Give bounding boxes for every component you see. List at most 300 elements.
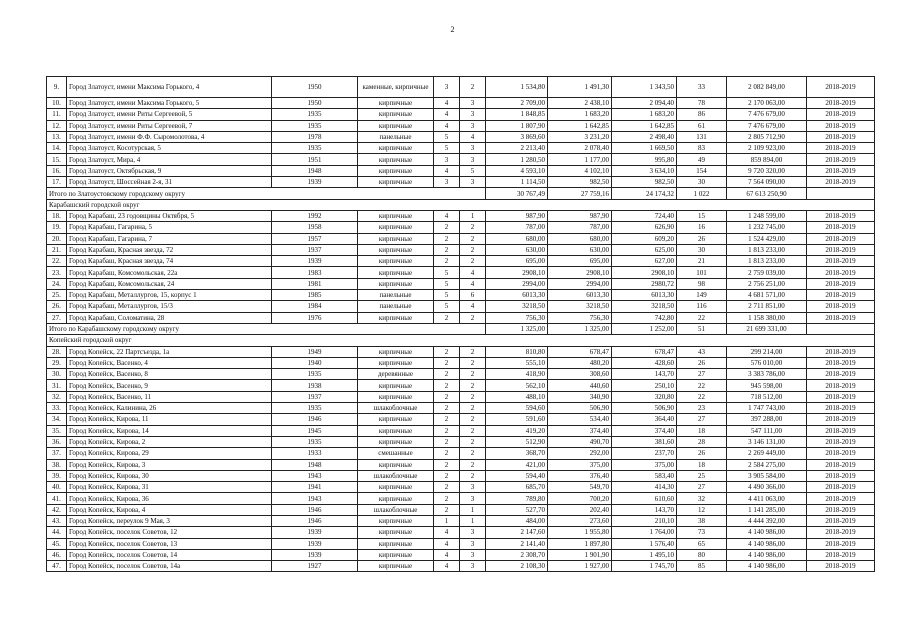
cost-cell: 2 759 039,00 bbox=[727, 267, 807, 278]
row-number: 23. bbox=[47, 267, 67, 278]
wall-material-cell: кирпичные bbox=[358, 561, 434, 572]
year-cell: 1948 bbox=[272, 459, 358, 470]
year-cell: 1935 bbox=[272, 436, 358, 447]
cost-cell: 945 598,00 bbox=[727, 380, 807, 391]
period-cell: 2018-2019 bbox=[807, 470, 875, 481]
row-number: 42. bbox=[47, 504, 67, 515]
cost-cell: 1 232 745,00 bbox=[727, 222, 807, 233]
floors-cell: 2 bbox=[434, 380, 460, 391]
premises-area-cell: 787,00 bbox=[548, 222, 612, 233]
cost-cell: 397 288,00 bbox=[727, 414, 807, 425]
wall-material-cell: кирпичные bbox=[358, 233, 434, 244]
premises-area-cell: 2 438,10 bbox=[548, 98, 612, 109]
residents-cell: 26 bbox=[677, 233, 727, 244]
address-cell: Город Копейск, Кирова, 14 bbox=[67, 425, 272, 436]
premises-area-cell: 6013,30 bbox=[548, 290, 612, 301]
premises-area-cell: 534,40 bbox=[548, 414, 612, 425]
address-cell: Город Златоуст, имени Максима Горького, 5 bbox=[67, 98, 272, 109]
wall-material-cell: кирпичные bbox=[358, 120, 434, 131]
residents-cell: 15 bbox=[677, 210, 727, 221]
table-row bbox=[47, 561, 875, 572]
residential-area-cell: 583,40 bbox=[612, 470, 677, 481]
period-cell: 2018-2019 bbox=[807, 290, 875, 301]
floors-cell: 2 bbox=[434, 448, 460, 459]
row-number: 32. bbox=[47, 391, 67, 402]
premises-area-cell: 374,40 bbox=[548, 425, 612, 436]
residential-area-cell: 320,80 bbox=[612, 391, 677, 402]
premises-area-cell: 340,90 bbox=[548, 391, 612, 402]
wall-material-cell: кирпичные bbox=[358, 267, 434, 278]
period-cell: 2018-2019 bbox=[807, 77, 875, 98]
residents-cell: 33 bbox=[677, 77, 727, 98]
wall-material-cell: кирпичные bbox=[358, 391, 434, 402]
total-area-cell: 2 141,40 bbox=[486, 538, 548, 549]
wall-material-cell: панельные bbox=[358, 131, 434, 142]
wall-material-cell: смешанные bbox=[358, 448, 434, 459]
floors-cell: 2 bbox=[434, 312, 460, 323]
wall-material-cell: шлакоблочные bbox=[358, 403, 434, 414]
premises-area-cell: 695,00 bbox=[548, 256, 612, 267]
address-cell: Город Копейск, Кирова, 30 bbox=[67, 470, 272, 481]
period-cell: 2018-2019 bbox=[807, 244, 875, 255]
address-cell: Город Копейск, Васенко, 4 bbox=[67, 357, 272, 368]
floors-cell: 2 bbox=[434, 256, 460, 267]
cost-cell: 2 805 712,90 bbox=[727, 131, 807, 142]
entrances-cell: 3 bbox=[460, 120, 486, 131]
residential-area-cell: 610,60 bbox=[612, 493, 677, 504]
cost-cell: 7 564 090,00 bbox=[727, 177, 807, 188]
table-row bbox=[47, 165, 875, 176]
residents-cell: 98 bbox=[677, 278, 727, 289]
wall-material-cell: панельные bbox=[358, 290, 434, 301]
floors-cell: 5 bbox=[434, 131, 460, 142]
address-cell: Город Карабаш, Комсомольская, 24 bbox=[67, 278, 272, 289]
year-cell: 1943 bbox=[272, 470, 358, 481]
floors-cell: 2 bbox=[434, 470, 460, 481]
table-row bbox=[47, 493, 875, 504]
residential-area-cell: 3 634,10 bbox=[612, 165, 677, 176]
cost-cell: 2 109 923,00 bbox=[727, 143, 807, 154]
residents-cell: 18 bbox=[677, 459, 727, 470]
row-number: 12. bbox=[47, 120, 67, 131]
floors-cell: 4 bbox=[434, 120, 460, 131]
row-number: 40. bbox=[47, 482, 67, 493]
year-cell: 1939 bbox=[272, 549, 358, 560]
premises-area-cell: 273,60 bbox=[548, 515, 612, 526]
row-number: 38. bbox=[47, 459, 67, 470]
floors-cell: 5 bbox=[434, 290, 460, 301]
cost-cell: 576 010,00 bbox=[727, 357, 807, 368]
total-area-cell: 4 593,10 bbox=[486, 165, 548, 176]
row-number: 25. bbox=[47, 290, 67, 301]
residential-area-cell: 237,70 bbox=[612, 448, 677, 459]
total-area-cell: 594,60 bbox=[486, 403, 548, 414]
table-row bbox=[47, 414, 875, 425]
residents-cell: 73 bbox=[677, 527, 727, 538]
period-cell: 2018-2019 bbox=[807, 278, 875, 289]
address-cell: Город Копейск, поселок Советов, 13 bbox=[67, 538, 272, 549]
table-row bbox=[47, 301, 875, 312]
residential-area-cell: 1 495,10 bbox=[612, 549, 677, 560]
total-area-cell: 555,10 bbox=[486, 357, 548, 368]
table-row bbox=[47, 515, 875, 526]
address-cell: Город Карабаш, Комсомольская, 22а bbox=[67, 267, 272, 278]
residential-area-cell: 143,70 bbox=[612, 369, 677, 380]
district-header-row bbox=[47, 335, 875, 346]
premises-area-cell: 678,47 bbox=[548, 346, 612, 357]
floors-cell: 2 bbox=[434, 222, 460, 233]
cost-cell: 2 711 851,00 bbox=[727, 301, 807, 312]
entrances-cell: 2 bbox=[460, 369, 486, 380]
wall-material-cell: кирпичные bbox=[358, 165, 434, 176]
cost-cell: 2 756 251,00 bbox=[727, 278, 807, 289]
residents-cell: 30 bbox=[677, 244, 727, 255]
table-row bbox=[47, 482, 875, 493]
total-area-cell: 756,30 bbox=[486, 312, 548, 323]
premises-area-cell: 308,60 bbox=[548, 369, 612, 380]
table-row bbox=[47, 109, 875, 120]
year-cell: 1985 bbox=[272, 290, 358, 301]
table-row bbox=[47, 256, 875, 267]
total-area-cell: 1 325,00 bbox=[486, 323, 548, 334]
cost-cell: 1 158 380,00 bbox=[727, 312, 807, 323]
entrances-cell: 4 bbox=[460, 278, 486, 289]
row-number: 33. bbox=[47, 403, 67, 414]
wall-material-cell: кирпичные bbox=[358, 256, 434, 267]
period-cell: 2018-2019 bbox=[807, 482, 875, 493]
total-area-cell: 562,10 bbox=[486, 380, 548, 391]
year-cell: 1957 bbox=[272, 233, 358, 244]
total-label: Итого по Златоустовскому городскому округу bbox=[47, 188, 486, 199]
residents-cell: 30 bbox=[677, 177, 727, 188]
floors-cell: 2 bbox=[434, 436, 460, 447]
table-row bbox=[47, 369, 875, 380]
district-header-row bbox=[47, 199, 875, 210]
total-area-cell: 6013,30 bbox=[486, 290, 548, 301]
address-cell: Город Златоуст, имени Риты Сергеевой, 5 bbox=[67, 109, 272, 120]
residents-cell: 154 bbox=[677, 165, 727, 176]
premises-area-cell: 3218,50 bbox=[548, 301, 612, 312]
premises-area-cell: 2908,10 bbox=[548, 267, 612, 278]
wall-material-cell: кирпичные bbox=[358, 357, 434, 368]
period-cell: 2018-2019 bbox=[807, 233, 875, 244]
total-area-cell: 527,70 bbox=[486, 504, 548, 515]
address-cell: Город Копейск, Васенко, 11 bbox=[67, 391, 272, 402]
address-cell: Город Златоуст, имени Ф.Ф. Сыромолотова, 4 bbox=[67, 131, 272, 142]
entrances-cell: 3 bbox=[460, 98, 486, 109]
row-number: 34. bbox=[47, 414, 67, 425]
floors-cell: 5 bbox=[434, 278, 460, 289]
residents-cell: 18 bbox=[677, 425, 727, 436]
entrances-cell: 2 bbox=[460, 414, 486, 425]
entrances-cell: 2 bbox=[460, 312, 486, 323]
wall-material-cell: кирпичные bbox=[358, 493, 434, 504]
residents-cell: 101 bbox=[677, 267, 727, 278]
entrances-cell: 5 bbox=[460, 165, 486, 176]
entrances-cell: 2 bbox=[460, 244, 486, 255]
entrances-cell: 3 bbox=[460, 482, 486, 493]
address-cell: Город Карабаш, Металлургов, 15/3 bbox=[67, 301, 272, 312]
wall-material-cell: кирпичные bbox=[358, 425, 434, 436]
residential-area-cell: 428,60 bbox=[612, 357, 677, 368]
floors-cell: 4 bbox=[434, 165, 460, 176]
year-cell: 1937 bbox=[272, 244, 358, 255]
floors-cell: 2 bbox=[434, 493, 460, 504]
total-area-cell: 2 709,00 bbox=[486, 98, 548, 109]
entrances-cell: 2 bbox=[460, 357, 486, 368]
wall-material-cell: кирпичные bbox=[358, 278, 434, 289]
wall-material-cell: кирпичные bbox=[358, 222, 434, 233]
row-number: 18. bbox=[47, 210, 67, 221]
residents-cell: 12 bbox=[677, 504, 727, 515]
residents-cell: 27 bbox=[677, 369, 727, 380]
residents-cell: 16 bbox=[677, 222, 727, 233]
residential-area-cell: 250,10 bbox=[612, 380, 677, 391]
table-row bbox=[47, 290, 875, 301]
table-row bbox=[47, 504, 875, 515]
period-cell: 2018-2019 bbox=[807, 436, 875, 447]
row-number: 27. bbox=[47, 312, 67, 323]
entrances-cell: 2 bbox=[460, 77, 486, 98]
address-cell: Город Копейск, Кирова, 29 bbox=[67, 448, 272, 459]
residents-cell: 116 bbox=[677, 301, 727, 312]
total-area-cell: 512,90 bbox=[486, 436, 548, 447]
row-number: 14. bbox=[47, 143, 67, 154]
address-cell: Город Копейск, поселок Советов, 14а bbox=[67, 561, 272, 572]
total-area-cell: 1 848,85 bbox=[486, 109, 548, 120]
total-area-cell: 695,00 bbox=[486, 256, 548, 267]
entrances-cell: 2 bbox=[460, 222, 486, 233]
cost-cell: 2 269 449,00 bbox=[727, 448, 807, 459]
wall-material-cell: кирпичные bbox=[358, 515, 434, 526]
cost-cell: 67 613 250,90 bbox=[727, 188, 807, 199]
total-label: Итого по Карабашскому городскому округу bbox=[47, 323, 486, 334]
cost-cell: 299 214,00 bbox=[727, 346, 807, 357]
floors-cell: 2 bbox=[434, 459, 460, 470]
row-number: 35. bbox=[47, 425, 67, 436]
row-number: 22. bbox=[47, 256, 67, 267]
residential-area-cell: 724,40 bbox=[612, 210, 677, 221]
address-cell: Город Копейск, Кирова, 4 bbox=[67, 504, 272, 515]
entrances-cell: 2 bbox=[460, 448, 486, 459]
wall-material-cell: кирпичные bbox=[358, 414, 434, 425]
premises-area-cell: 549,70 bbox=[548, 482, 612, 493]
total-area-cell: 2 147,60 bbox=[486, 527, 548, 538]
residential-area-cell: 1 683,20 bbox=[612, 109, 677, 120]
district-label: Карабашский городской округ bbox=[47, 199, 875, 210]
row-number: 20. bbox=[47, 233, 67, 244]
residents-cell: 32 bbox=[677, 493, 727, 504]
wall-material-cell: кирпичные bbox=[358, 549, 434, 560]
period-cell: 2018-2019 bbox=[807, 493, 875, 504]
year-cell: 1958 bbox=[272, 222, 358, 233]
year-cell: 1939 bbox=[272, 527, 358, 538]
total-area-cell: 368,70 bbox=[486, 448, 548, 459]
residential-area-cell: 625,00 bbox=[612, 244, 677, 255]
period-cell: 2018-2019 bbox=[807, 98, 875, 109]
residential-area-cell: 1 252,00 bbox=[612, 323, 677, 334]
premises-area-cell: 4 102,10 bbox=[548, 165, 612, 176]
table-row bbox=[47, 391, 875, 402]
floors-cell: 5 bbox=[434, 143, 460, 154]
entrances-cell: 3 bbox=[460, 143, 486, 154]
premises-area-cell: 3 231,20 bbox=[548, 131, 612, 142]
table-row bbox=[47, 131, 875, 142]
year-cell: 1935 bbox=[272, 120, 358, 131]
premises-area-cell: 1 927,00 bbox=[548, 561, 612, 572]
entrances-cell: 3 bbox=[460, 154, 486, 165]
residential-area-cell: 2 498,40 bbox=[612, 131, 677, 142]
floors-cell: 4 bbox=[434, 527, 460, 538]
residents-cell: 80 bbox=[677, 549, 727, 560]
premises-area-cell: 1 491,30 bbox=[548, 77, 612, 98]
year-cell: 1933 bbox=[272, 448, 358, 459]
address-cell: Город Карабаш, 23 годовщины Октября, 5 bbox=[67, 210, 272, 221]
residents-cell: 28 bbox=[677, 436, 727, 447]
year-cell: 1951 bbox=[272, 154, 358, 165]
premises-area-cell: 630,00 bbox=[548, 244, 612, 255]
total-area-cell: 2994,00 bbox=[486, 278, 548, 289]
residential-area-cell: 1 669,50 bbox=[612, 143, 677, 154]
row-number: 29. bbox=[47, 357, 67, 368]
total-area-cell: 2 308,70 bbox=[486, 549, 548, 560]
entrances-cell: 3 bbox=[460, 538, 486, 549]
total-area-cell: 419,20 bbox=[486, 425, 548, 436]
table-row bbox=[47, 527, 875, 538]
address-cell: Город Копейск, Васенко, 8 bbox=[67, 369, 272, 380]
entrances-cell: 3 bbox=[460, 493, 486, 504]
table-row bbox=[47, 448, 875, 459]
period-cell: 2018-2019 bbox=[807, 109, 875, 120]
residents-cell: 131 bbox=[677, 131, 727, 142]
cost-cell: 718 512,00 bbox=[727, 391, 807, 402]
district-label: Копейский городской округ bbox=[47, 335, 875, 346]
period-cell: 2018-2019 bbox=[807, 380, 875, 391]
year-cell: 1946 bbox=[272, 414, 358, 425]
premises-area-cell: 1 642,85 bbox=[548, 120, 612, 131]
residents-cell: 49 bbox=[677, 154, 727, 165]
residential-area-cell: 1 576,40 bbox=[612, 538, 677, 549]
row-number: 28. bbox=[47, 346, 67, 357]
period-cell: 2018-2019 bbox=[807, 414, 875, 425]
year-cell: 1949 bbox=[272, 346, 358, 357]
residential-area-cell: 1 343,50 bbox=[612, 77, 677, 98]
period-cell: 2018-2019 bbox=[807, 267, 875, 278]
wall-material-cell: кирпичные bbox=[358, 346, 434, 357]
floors-cell: 3 bbox=[434, 177, 460, 188]
period-cell: 2018-2019 bbox=[807, 210, 875, 221]
row-number: 15. bbox=[47, 154, 67, 165]
residential-area-cell: 6013,30 bbox=[612, 290, 677, 301]
total-area-cell: 3 869,60 bbox=[486, 131, 548, 142]
entrances-cell: 2 bbox=[460, 425, 486, 436]
total-area-cell: 2 213,40 bbox=[486, 143, 548, 154]
year-cell: 1939 bbox=[272, 538, 358, 549]
table-row bbox=[47, 436, 875, 447]
period-cell: 2018-2019 bbox=[807, 459, 875, 470]
entrances-cell: 3 bbox=[460, 177, 486, 188]
residential-area-cell: 2908,10 bbox=[612, 267, 677, 278]
year-cell: 1950 bbox=[272, 77, 358, 98]
floors-cell: 4 bbox=[434, 98, 460, 109]
floors-cell: 3 bbox=[434, 154, 460, 165]
premises-area-cell: 1 901,90 bbox=[548, 549, 612, 560]
table-row bbox=[47, 233, 875, 244]
row-number: 10. bbox=[47, 98, 67, 109]
cost-cell: 1 248 599,00 bbox=[727, 210, 807, 221]
residential-area-cell: 1 745,70 bbox=[612, 561, 677, 572]
cost-cell: 4 681 571,00 bbox=[727, 290, 807, 301]
residents-cell: 65 bbox=[677, 538, 727, 549]
residents-cell: 43 bbox=[677, 346, 727, 357]
address-cell: Город Златоуст, Мира, 4 bbox=[67, 154, 272, 165]
entrances-cell: 2 bbox=[460, 436, 486, 447]
row-number: 31. bbox=[47, 380, 67, 391]
wall-material-cell: кирпичные bbox=[358, 538, 434, 549]
year-cell: 1976 bbox=[272, 312, 358, 323]
total-area-cell: 594,40 bbox=[486, 470, 548, 481]
row-number: 13. bbox=[47, 131, 67, 142]
total-area-cell: 680,00 bbox=[486, 233, 548, 244]
table-row bbox=[47, 120, 875, 131]
residential-area-cell: 982,50 bbox=[612, 177, 677, 188]
residents-cell: 22 bbox=[677, 312, 727, 323]
total-row bbox=[47, 188, 875, 199]
table-row bbox=[47, 459, 875, 470]
total-area-cell: 1 534,80 bbox=[486, 77, 548, 98]
row-number: 17. bbox=[47, 177, 67, 188]
address-cell: Город Карабаш, Металлургов, 15, корпус 1 bbox=[67, 290, 272, 301]
period-cell: 2018-2019 bbox=[807, 369, 875, 380]
wall-material-cell: кирпичные bbox=[358, 177, 434, 188]
cost-cell: 7 476 679,00 bbox=[727, 120, 807, 131]
residents-cell: 149 bbox=[677, 290, 727, 301]
period-cell: 2018-2019 bbox=[807, 312, 875, 323]
row-number: 9. bbox=[47, 77, 67, 98]
cost-cell: 547 111,00 bbox=[727, 425, 807, 436]
row-number: 44. bbox=[47, 527, 67, 538]
row-number: 43. bbox=[47, 515, 67, 526]
premises-area-cell: 1 955,80 bbox=[548, 527, 612, 538]
entrances-cell: 2 bbox=[460, 403, 486, 414]
row-number: 26. bbox=[47, 301, 67, 312]
floors-cell: 2 bbox=[434, 482, 460, 493]
row-number: 30. bbox=[47, 369, 67, 380]
total-area-cell: 484,00 bbox=[486, 515, 548, 526]
cost-cell: 1 524 429,00 bbox=[727, 233, 807, 244]
cost-cell: 1 813 233,00 bbox=[727, 244, 807, 255]
year-cell: 1984 bbox=[272, 301, 358, 312]
row-number: 41. bbox=[47, 493, 67, 504]
wall-material-cell: кирпичные bbox=[358, 143, 434, 154]
premises-area-cell: 292,00 bbox=[548, 448, 612, 459]
year-cell: 1978 bbox=[272, 131, 358, 142]
address-cell: Город Карабаш, Красная звезда, 72 bbox=[67, 244, 272, 255]
entrances-cell: 4 bbox=[460, 267, 486, 278]
residential-area-cell: 381,60 bbox=[612, 436, 677, 447]
total-area-cell: 1 807,90 bbox=[486, 120, 548, 131]
cost-cell: 1 141 285,00 bbox=[727, 504, 807, 515]
row-number: 11. bbox=[47, 109, 67, 120]
total-area-cell: 789,80 bbox=[486, 493, 548, 504]
year-cell: 1935 bbox=[272, 143, 358, 154]
period-cell: 2018-2019 bbox=[807, 403, 875, 414]
entrances-cell: 1 bbox=[460, 515, 486, 526]
residential-area-cell: 506,90 bbox=[612, 403, 677, 414]
residential-area-cell: 143,70 bbox=[612, 504, 677, 515]
address-cell: Город Карабаш, Красная звезда, 74 bbox=[67, 256, 272, 267]
residents-cell: 22 bbox=[677, 380, 727, 391]
